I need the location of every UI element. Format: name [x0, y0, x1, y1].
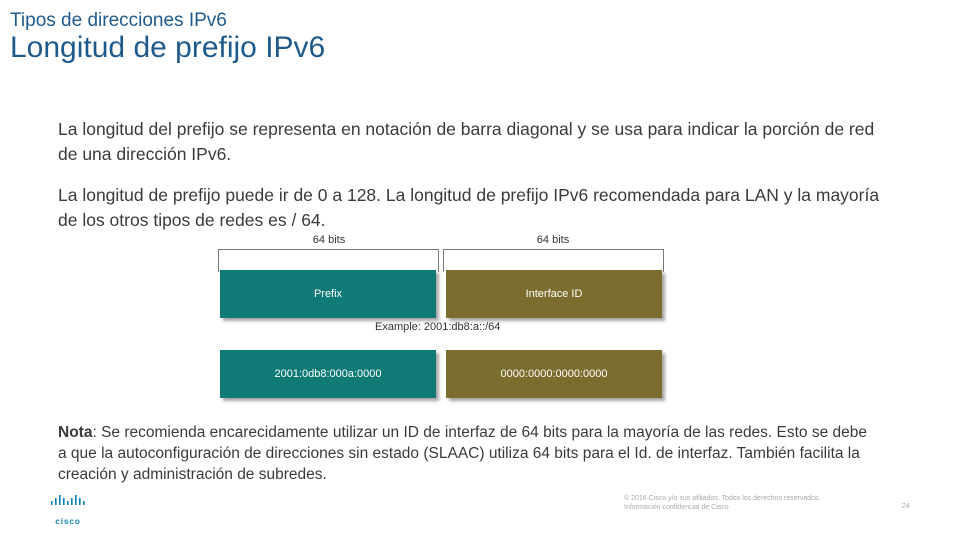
- page-number: 24: [902, 503, 910, 510]
- footer-confidential: Información confidencial de Cisco: [624, 504, 729, 511]
- left-bits-label: 64 bits: [312, 234, 346, 246]
- note-text: : Se recomienda encarecidamente utilizar un ID de interfaz de 64 bits para la mayoría de las redes. Esto se debe a que la autoconfiguración de direcciones sin estado (SLAAC) utiliza 64 bits para el Id. de interfaz. También facilita la creación y administración de subredes.: [58, 424, 868, 483]
- slide-title: Longitud de prefijo IPv6: [10, 31, 326, 64]
- interface-id-box: Interface ID: [446, 270, 662, 318]
- slide-subtitle: Tipos de direcciones IPv6: [10, 10, 227, 31]
- cisco-logo-text: cisco: [55, 517, 81, 526]
- right-bits-label: 64 bits: [536, 234, 570, 246]
- interface-value-box: 0000:0000:0000:0000: [446, 350, 662, 398]
- right-bits-bracket: [443, 249, 664, 272]
- cisco-bridge-icon: [50, 494, 90, 516]
- note-paragraph: [58, 422, 878, 485]
- footer-copyright: © 2016 Cisco y/o sus afiliados. Todos los derechos reservados.: [624, 495, 821, 502]
- cisco-logo: [50, 494, 90, 526]
- prefix-value-box: 2001:0db8:000a:0000: [220, 350, 436, 398]
- left-bits-bracket: [218, 249, 439, 272]
- example-address-label: Example: 2001:db8:a::/64: [375, 321, 501, 333]
- body-paragraph-prefix-range: La longitud de prefijo puede ir de 0 a 128. La longitud de prefijo IPv6 recomendada para LAN y la mayoría de los otros tipos de redes es / 64.: [58, 185, 880, 230]
- footer-legal: [624, 494, 820, 512]
- note-label: Nota: [58, 424, 93, 441]
- body-paragraph-prefix-notation: La longitud del prefijo se representa en notación de barra diagonal y se usa para indicar la porción de red de una dirección IPv6.: [58, 119, 875, 164]
- prefix-box: Prefix: [220, 270, 436, 318]
